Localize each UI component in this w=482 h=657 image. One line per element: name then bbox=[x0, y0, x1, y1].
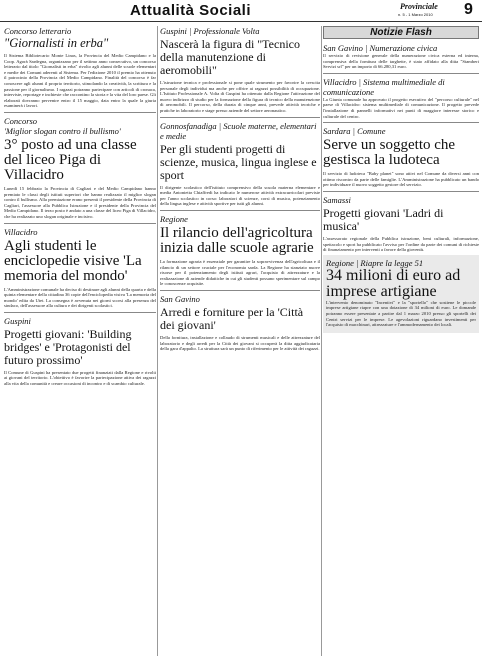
article-headline: Serve un soggetto che gestisca la ludoteca bbox=[323, 137, 456, 169]
page-number: 9 bbox=[464, 1, 473, 18]
article-body: Il servizio di revisione generale della numerazione civica esterna ed interna, comprensiva della fornitura delle targhette, è stato affidato alla ditta "Stamberi Servizi srl" per un importo di 66.280,31 euro. bbox=[323, 53, 479, 70]
article-body: L'intervento denominato "Incentivi" e la "sportello" che sostiene le piccole imprese artigiane riapre con una dotazione di 34 milioni di euro. Le domande potranno essere presentate a partire dal 1 marzo 2010 presso gli sportelli dei Centri servizi per le imprese. Le agevolazioni riguardano investimenti per l'acquisto di macchinari, attrezzature e l'ammodernamento dei locali. bbox=[326, 299, 476, 328]
article-body: Della fornitura, installazione e collaudo di strumenti musicali e delle attrezzature del laboratorio e degli arredi per la Città dei giovani si occuperà la ditta aggiudicataria della gara d'appalto. La struttura sarà un punto di riferimento per le attività dei ragazzi. bbox=[160, 334, 320, 352]
article-body: La Giunta comunale ha approvato il progetto esecutivo del "percorso culturale" nel paese di Villacidro: sistema multimediale di comunicazione. Il progetto prevede l'installazione di pannelli informativi nei punti di maggiore interesse storico e culturale del centro. bbox=[323, 96, 479, 119]
article-body: Il Comune di Guspini ha presentato due progetti finanziati dalla Regione e rivolti ai giovani del territorio. L'obiettivo è favorire la partecipazione attiva dei ragazzi alla vita della comunità e creare occasioni di incontro e di scambio culturale. bbox=[4, 369, 156, 387]
article-kicker: Regione bbox=[160, 213, 188, 224]
highlighted-article bbox=[323, 255, 479, 333]
article-separator bbox=[4, 312, 156, 313]
article-body: Il dirigente scolastico dell'istituto comprensivo della scuola materna elementare e media Antonietta Chiaffredi ha indicato le numerose attività extracurricolari previste per l'anno scolastico in corso: laboratori di scienze, corsi di musica, potenziamento della lingua inglese e attività sportive per tutti gli alunni. bbox=[160, 184, 320, 207]
article-headline: "Giornalisti in erba" bbox=[4, 36, 109, 50]
article-separator bbox=[4, 223, 156, 224]
column-left bbox=[4, 26, 156, 656]
article-body: Il Sistema Bibliotecario Monte Linas, la Provincia del Medio Campidano e la Coop. Agorà Sardegna, organizzano per il settimo anno consecutivo, un concorso letterario dal titolo "Giornalisti in erba" rivolto agli alunni delle scuole elementari e medie dei Comuni aderenti al Sistema. Per l'edizione 2010 il premio ha ottenuto il patrocinio della Provincia del Medio Campidano. Finalità del concorso è far conoscere agli alunni il proprio territorio, stimolando la creatività, la scrittura e la passione per il giornalismo. I ragazzi potranno partecipare con articoli di cronaca, interviste, reportage e inchieste che raccontino la storia e la vita del loro paese. Gli elaborati dovranno pervenire entro il 15 maggio, data entro la quale la giuria esaminerà i lavori. bbox=[4, 53, 156, 109]
article-kicker: Concorso bbox=[4, 115, 38, 126]
article-kicker: Concorso letterario bbox=[4, 26, 72, 36]
article-headline: 34 milioni di euro ad imprese artigiane bbox=[326, 266, 461, 300]
article-separator bbox=[323, 73, 479, 74]
article-body: La formazione agraria è essenziale per garantire la sopravvivenza dell'agricoltura e il rilancio di un settore cruciale per l'economia sarda. La Regione ha stanziato nuove risorse per il potenziamento degli istituti agrari, l'acquisto di attrezzature e la realizzazione di aziende didattiche in cui gli studenti possano sperimentare sul campo le conoscenze acquisite. bbox=[160, 258, 320, 287]
article-headline: Progetti giovani 'Ladri di musica' bbox=[323, 205, 444, 233]
page-header bbox=[0, 0, 482, 22]
article-body: Il servizio di ludoteca "Baby planet" sono attivi nel Comune da diversi anni con ottimo riscontro da parte delle famiglie. L'Amministrazione ha pubblicato un bando per individuare il nuovo soggetto gestore del servizio. bbox=[323, 171, 479, 188]
article-kicker: Guspini | Professionale Volta bbox=[160, 26, 260, 36]
article-kicker: Villacidro | Sistema multimediale di comunicazione bbox=[323, 76, 445, 97]
article-kicker: Samassi bbox=[323, 194, 351, 205]
article-separator bbox=[4, 112, 156, 113]
flash-news-banner: Notizie Flash bbox=[323, 26, 479, 39]
article-separator bbox=[160, 210, 320, 211]
article-kicker: Guspini bbox=[4, 315, 31, 326]
article-headline: Agli studenti le enciclopedie visive 'La memoria del mondo' bbox=[4, 237, 142, 284]
article-headline: Progetti giovani: 'Building bridges' e 'Protagonisti del futuro prossimo' bbox=[4, 326, 132, 367]
column-right bbox=[323, 26, 479, 656]
article-kicker: San Gavino | Numerazione civica bbox=[323, 43, 438, 53]
article-headline: Il rilancio dell'agricoltura inizia dalle scuole agrarie bbox=[160, 224, 314, 256]
article-kicker: Villacidro bbox=[4, 226, 38, 237]
article-body: L'assessorato regionale della Pubblica istruzione, beni culturali, informazione, spettacolo e sport ha pubblicato l'avviso per l'ordine da parte dei comuni di richieste di finanziamento per interventi a favore della gioventù. bbox=[323, 235, 479, 253]
article-kicker: Gonnosfanadiga | Scuole materne, elementari e medie bbox=[160, 120, 317, 141]
section-title: Attualità Sociali bbox=[130, 2, 252, 19]
column-divider bbox=[321, 26, 322, 656]
column-divider bbox=[157, 26, 158, 656]
article-body: Lunedì 15 febbraio la Provincia di Cagliari e del Medio Campidano hanno premiato le classi degli istituti superiori che hanno realizzato il miglior slogan contro il bullismo. Alla premiazione erano presenti il presidente della Provincia di Cagliari, l'assessore alla Pubblica Istruzione e il presidente della Provincia del Medio Campidano. Il terzo posto è andato a una classe del liceo Piga di Villacidro, che ha realizzato uno slogan originale e incisivo. bbox=[4, 185, 156, 219]
article-subkicker: 'Miglior slogan contro il bullismo' bbox=[4, 125, 121, 136]
article-body: L'Amministrazione comunale ha deciso di destinare agli alunni della quarta e della quinta elementare della cittadina 36 copie dell'enciclopedia visiva 'La memoria del mondo' edita da Utet. La consegna è avvenuta nei giorni scorsi alla presenza del sindaco, dell'assessore alla cultura e dei dirigenti scolastici. bbox=[4, 286, 156, 309]
article-kicker: San Gavino bbox=[160, 293, 200, 304]
article-separator bbox=[323, 191, 479, 192]
column-center bbox=[160, 26, 320, 656]
article-headline: Nascerà la figura di "Tecnico della manutenzione di aeromobili" bbox=[160, 37, 300, 77]
article-separator bbox=[160, 117, 320, 118]
article-headline: Per gli studenti progetti di scienze, musica, lingua inglese e sport bbox=[160, 141, 317, 182]
article-separator bbox=[160, 290, 320, 291]
article-kicker: Regione | Riapre la legge 51 bbox=[326, 257, 424, 268]
article-headline: Arredi e forniture per la 'Città dei giovani' bbox=[160, 304, 304, 332]
article-separator bbox=[323, 122, 479, 123]
issue-info: n. 5 - 1 Marzo 2010 bbox=[398, 12, 433, 17]
article-headline: 3° posto ad una classe del liceo Piga di Villacidro bbox=[4, 136, 137, 183]
article-body: L'istruzione tecnica e professionale si pone quale strumento per favorire la crescita personale degli individui ma anche per offrire ai ragazzi possibilità di occupazione. L'Istituto Professionale A. Volta di Guspini ha ottenuto dalla Regione l'attivazione del nuovo indirizzo di studio per la formazione della figura di tecnico della manutenzione di aeromobili. Il percorso, della durata di cinque anni, prevede attività teoriche e pratiche in laboratorio e stage presso aziende del settore aeronautico. bbox=[160, 80, 320, 113]
article-kicker: Sardara | Comune bbox=[323, 126, 386, 137]
brand-name: Provinciale bbox=[400, 2, 438, 11]
